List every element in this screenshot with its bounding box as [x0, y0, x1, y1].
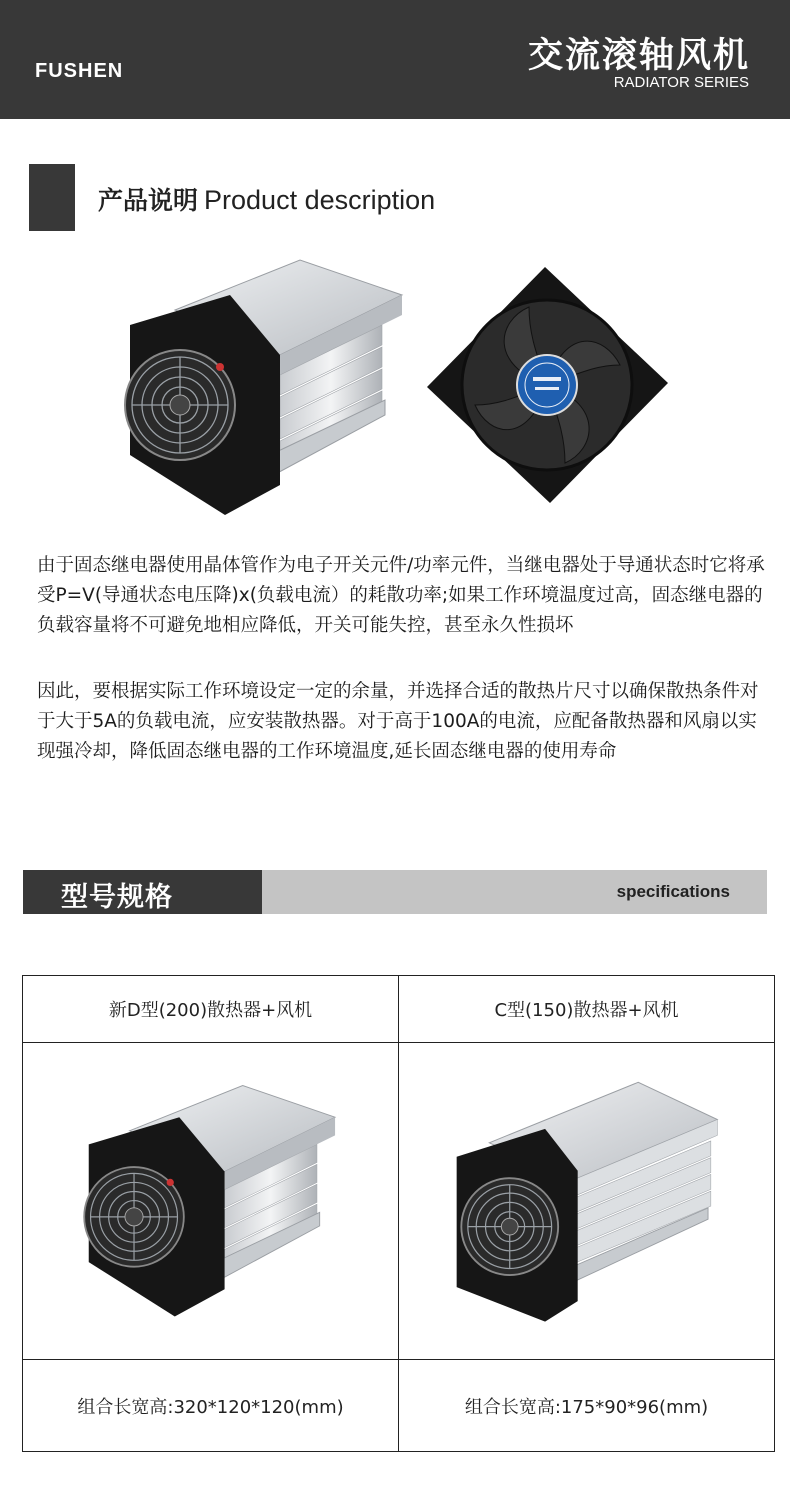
description-heading-cn: 产品说明	[98, 186, 199, 215]
model-image-cell	[23, 1043, 399, 1360]
page-title: 交流滚轴风机	[527, 36, 750, 76]
specifications-bar	[23, 870, 767, 914]
model-image-cell	[399, 1043, 775, 1360]
section-marker	[29, 164, 75, 231]
heatsink-fan-image	[120, 255, 410, 520]
table-row	[23, 1360, 775, 1452]
description-paragraph-2: 因此，要根据实际工作环境设定一定的余量，并选择合适的散热片尺寸以确保散热条件对于大于5A的负载电流，应安装散热器。对于高于100A的电流，应配备散热器和风扇以实现强冷却，降低固态继电器的工作环境温度,延长固态继电器的使用寿命	[37, 681, 759, 762]
dimensions-cell: 组合长宽高:175*90*96(mm)	[399, 1360, 775, 1452]
specifications-table	[22, 975, 775, 1452]
heatsink-fan-image	[76, 1081, 346, 1321]
specifications-heading-en: specifications	[616, 882, 730, 901]
axial-fan-image	[425, 265, 670, 505]
table-row	[23, 1043, 775, 1360]
model-name-cell: C型(150)散热器+风机	[399, 976, 775, 1043]
header-bar	[0, 0, 790, 119]
page-subtitle: RADIATOR SERIES	[613, 74, 749, 91]
description-heading-en: Product description	[204, 185, 436, 215]
specifications-bar-dark	[23, 870, 262, 914]
brand-name: FUSHEN	[35, 60, 124, 82]
description-paragraph-1: 由于固态继电器使用晶体管作为电子开关元件/功率元件，当继电器处于导通状态时它将承受P=V(导通状态电压降)x(负载电流）的耗散功率;如果工作环境温度过高，固态继电器的负载容量将不可避免地相应降低，开关可能失控，甚至永久性损坏	[37, 555, 765, 636]
specifications-heading-cn: 型号规格	[61, 882, 173, 913]
dimensions-cell: 组合长宽高:320*120*120(mm)	[23, 1360, 399, 1452]
description-heading	[98, 181, 435, 217]
table-row	[23, 976, 775, 1043]
model-name-cell: 新D型(200)散热器+风机	[23, 976, 399, 1043]
heatsink-fan-image	[452, 1076, 722, 1326]
